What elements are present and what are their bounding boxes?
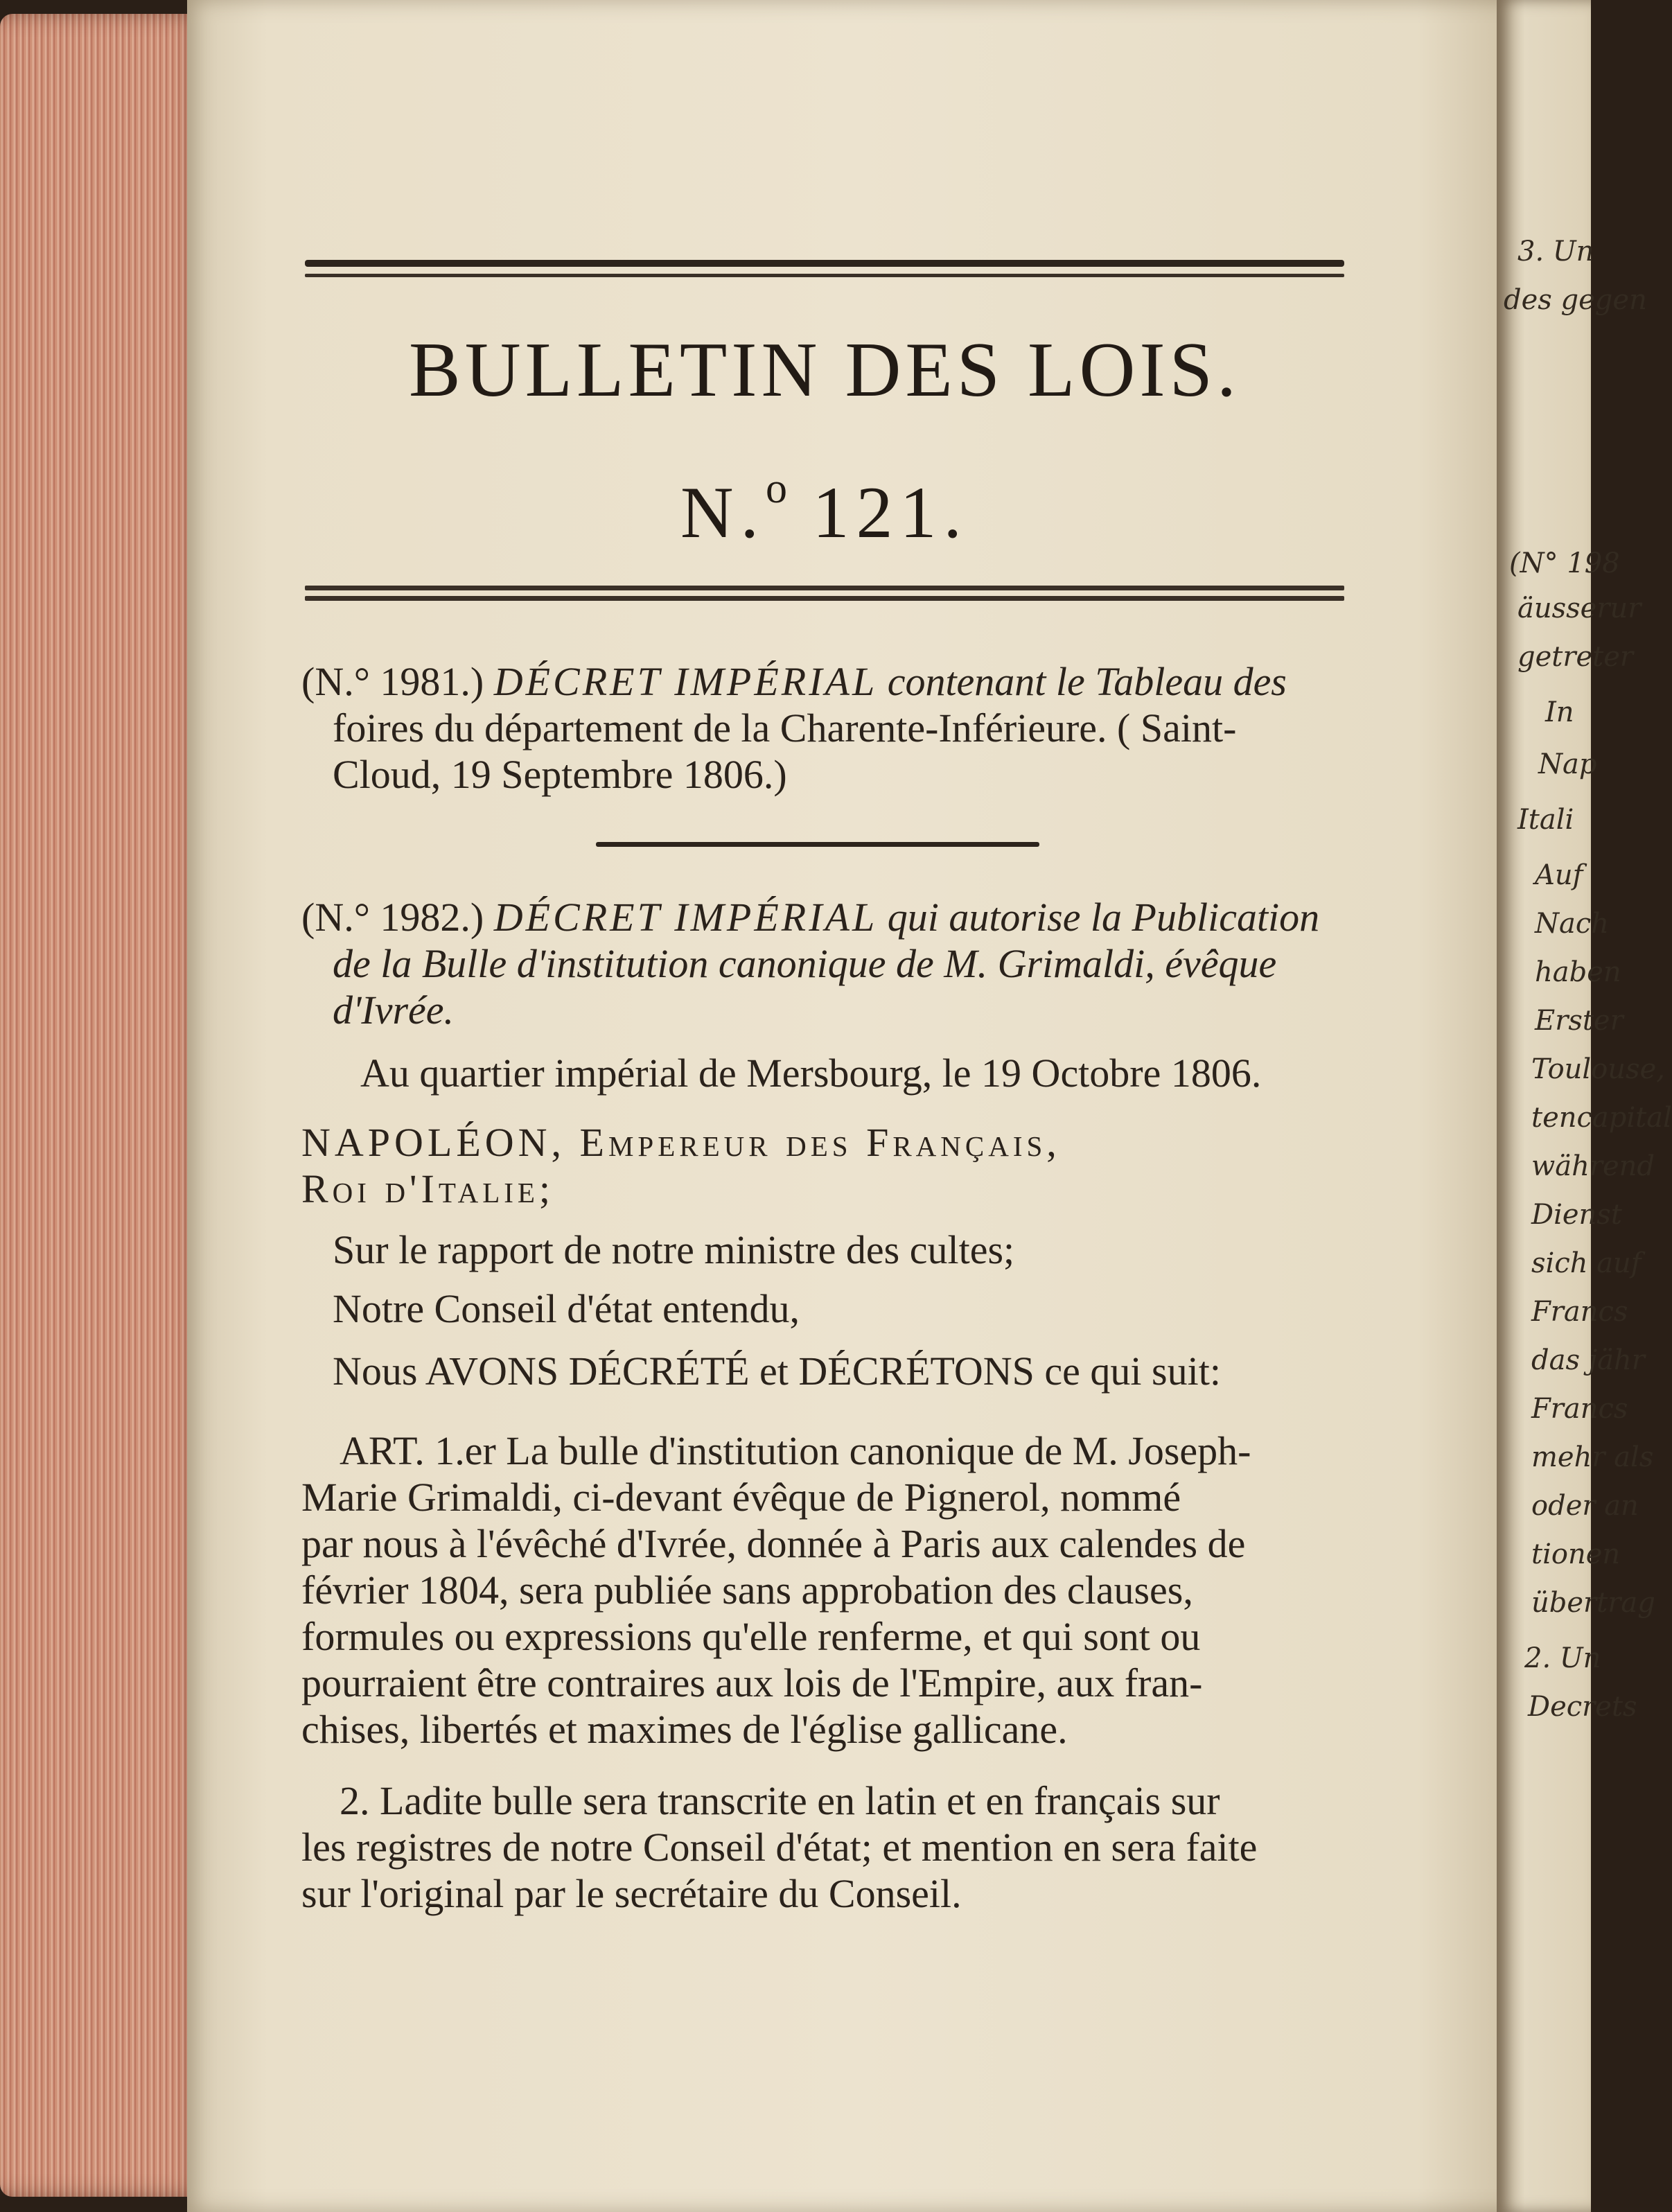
facing-line: während xyxy=(1531,1150,1655,1182)
facing-line: 2. Un xyxy=(1524,1642,1601,1674)
facing-line: des gegen xyxy=(1504,284,1647,316)
facing-line: (N° 198 xyxy=(1509,547,1620,579)
visa-conseil: Notre Conseil d'état entendu, xyxy=(333,1286,800,1331)
facing-line: Auf xyxy=(1535,859,1583,891)
facing-line: Toulouse, xyxy=(1531,1053,1665,1085)
article-2: 2. Ladite bulle sera transcrite en latin et en français sur les registres de notre Conseil d'état; et mention en sera faite sur l'original par le secrétaire du Conseil. xyxy=(301,1778,1258,1916)
facing-line: das jähr xyxy=(1531,1344,1645,1376)
bulletin-title: BULLETIN DES LOIS. xyxy=(409,327,1240,413)
facing-line: Francs xyxy=(1531,1296,1628,1328)
facing-line: haben xyxy=(1535,956,1621,988)
facing-line: Dienst xyxy=(1531,1199,1622,1231)
facing-line: Nap xyxy=(1538,748,1597,780)
facing-line: Francs xyxy=(1531,1393,1628,1425)
preamble-emperor: NAPOLÉON, Empereur des Français, Roi d'Italie; xyxy=(301,1120,1061,1211)
facing-page xyxy=(1497,0,1672,2212)
decree-1982-heading: (N.° 1982.) DÉCRET IMPÉRIAL qui autorise la Publication de la Bulle d'institution canonique de M. Grimaldi, évêque d'Ivrée. xyxy=(301,895,1320,1033)
enacting-clause: Nous AVONS DÉCRÉTÉ et DÉCRÉTONS ce qui suit: xyxy=(333,1349,1221,1394)
facing-line: mehr als xyxy=(1531,1441,1654,1473)
section-divider xyxy=(596,842,1039,847)
facing-line: getreter xyxy=(1517,641,1634,673)
bulletin-number: N.$^o$ 121. xyxy=(680,465,969,553)
facing-line: 3. Un xyxy=(1517,236,1594,267)
facing-line: Itali xyxy=(1517,804,1574,836)
facing-line: In xyxy=(1545,696,1574,728)
facing-line: tionen xyxy=(1531,1538,1621,1570)
facing-line: tencapital xyxy=(1531,1102,1672,1134)
decree-1981: (N.° 1981.) DÉCRET IMPÉRIAL contenant le Tableau des foires du département de la Charente-Inférieure. ( Saint- Cloud, 19 Septembre 1806.) xyxy=(301,659,1287,797)
second-double-rule xyxy=(305,586,1344,601)
article-1: ART. 1.er La bulle d'institution canonique de M. Joseph- Marie Grimaldi, ci-devant évêque de Pignerol, nommé par nous à l'évêché d'Ivrée, donnée à Paris aux calendes de février 1804, sera publiée sans approbation des clauses, formules ou expressions qu'elle renferme, et qui sont ou pourraient être contraires aux lois de l'Empire, aux fran- chises, libertés et maximes de l'église gallicane. xyxy=(301,1428,1251,1752)
facing-line: Nach xyxy=(1535,908,1610,940)
facing-line: übertrag xyxy=(1531,1587,1655,1619)
place-date: Au quartier impérial de Mersbourg, le 19 Octobre 1806. xyxy=(360,1051,1262,1096)
visa-rapport: Sur le rapport de notre ministre des cultes; xyxy=(333,1227,1015,1272)
facing-line: Decrets xyxy=(1528,1691,1637,1723)
facing-line: oder an xyxy=(1531,1490,1639,1522)
book-page-edges xyxy=(0,14,208,2197)
facing-line: sich auf xyxy=(1531,1247,1642,1279)
top-double-rule xyxy=(305,260,1344,277)
facing-line: Erster xyxy=(1535,1005,1623,1037)
facing-line: äusserur xyxy=(1517,592,1642,624)
